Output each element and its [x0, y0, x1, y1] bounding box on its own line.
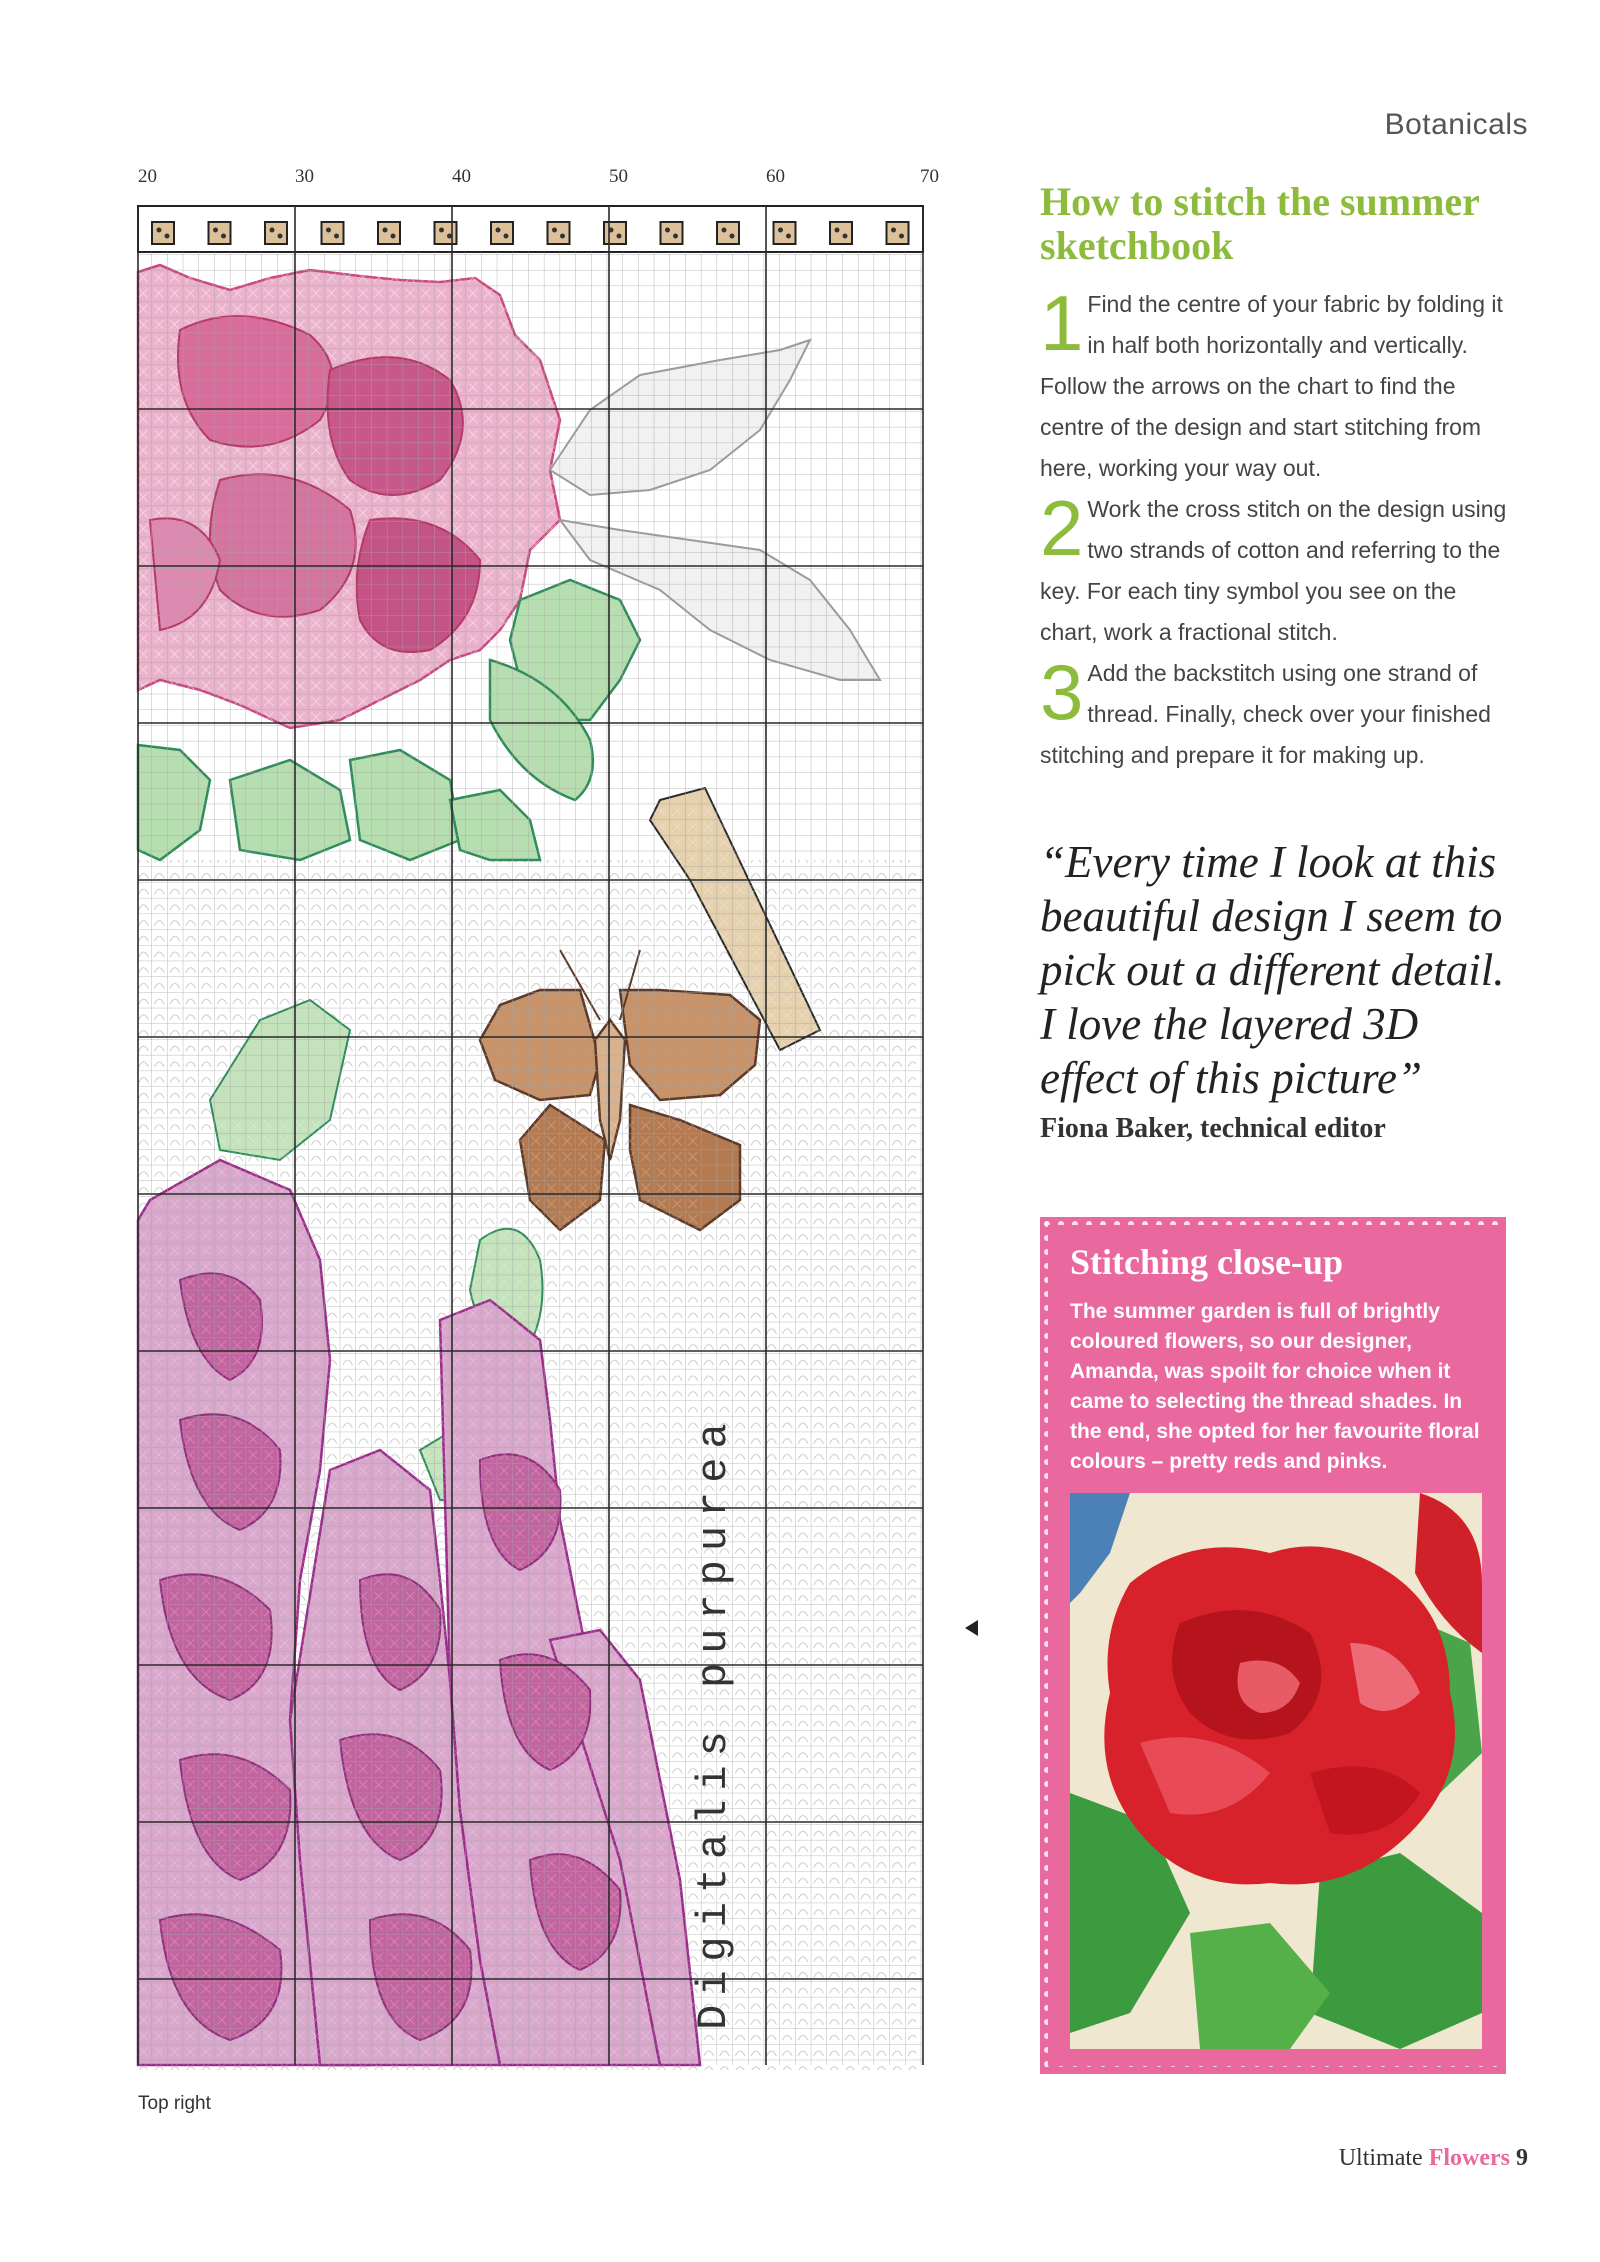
- footer-brand: Flowers: [1428, 2145, 1510, 2171]
- column-number: 30: [295, 166, 314, 187]
- step-1: [1040, 279, 1510, 489]
- border-tab: [774, 222, 796, 244]
- border-tab: [661, 222, 683, 244]
- border-tab: [491, 222, 513, 244]
- border-tab: [265, 222, 287, 244]
- border-tab: [604, 222, 626, 244]
- instructions-steps: [1040, 279, 1510, 776]
- border-tab: [887, 222, 909, 244]
- step-text: Add the backstitch using one strand of thread. Finally, check over your finished stitching and prepare it for making up.: [1040, 660, 1491, 768]
- closeup-box: [1040, 1217, 1506, 2074]
- closeup-title: Stitching close-up: [1070, 1242, 1344, 1282]
- step-number: 3: [1040, 648, 1084, 736]
- column-number: 20: [138, 166, 157, 187]
- border-tab: [378, 222, 400, 244]
- column-number: 70: [920, 166, 939, 187]
- column-number: 60: [766, 166, 785, 187]
- cross-stitch-chart: [120, 160, 980, 2100]
- instructions-title: How to stitch the summer sketchbook: [1040, 179, 1480, 268]
- chart-caption: Top right: [138, 2093, 211, 2114]
- border-tab: [209, 222, 231, 244]
- border-tab: [830, 222, 852, 244]
- section-label: Botanicals: [1384, 108, 1528, 141]
- quote-attribution: Fiona Baker, technical editor: [1040, 1113, 1386, 1144]
- chart-grid: [138, 252, 923, 2065]
- step-text: Work the cross stitch on the design using two strands of cotton and referring to the key. For each tiny symbol you see on the chart, work a fractional stitch.: [1040, 496, 1507, 645]
- border-strip: [138, 206, 923, 252]
- step-number: 2: [1040, 484, 1084, 572]
- chart-lettering: Digitalis purpurea: [690, 1414, 738, 2030]
- border-tab: [152, 222, 174, 244]
- closeup-text: The summer garden is full of brightly coloured flowers, so our designer, Amanda, was spoilt for choice when it came to selecting the thread shades. In the end, she opted for her favourite floral colours – pretty reds and pinks.: [1070, 1300, 1480, 1473]
- centre-arrow-icon: [965, 1620, 978, 1636]
- step-2: [1040, 484, 1510, 653]
- closeup-photo: [1070, 1493, 1482, 2049]
- page-footer: [1339, 2145, 1528, 2172]
- page-number: 9: [1516, 2145, 1528, 2171]
- column-numbers: [138, 166, 939, 187]
- border-tab: [548, 222, 570, 244]
- footer-prefix: Ultimate: [1338, 2145, 1423, 2171]
- border-tab: [435, 222, 457, 244]
- border-tab: [322, 222, 344, 244]
- pull-quote: “Every time I look at this beautiful design I seem to pick out a different detail. I love the layered 3D effect of this picture”: [1040, 837, 1505, 1103]
- border-tab: [717, 222, 739, 244]
- step-text: Find the centre of your fabric by folding it in half both horizontally and vertically. Follow the arrows on the chart to find the centre of the design and start stitching from here, working your way out.: [1040, 291, 1503, 481]
- step-3: [1040, 648, 1510, 776]
- column-number: 40: [452, 166, 471, 187]
- step-number: 1: [1040, 279, 1084, 367]
- column-number: 50: [609, 166, 628, 187]
